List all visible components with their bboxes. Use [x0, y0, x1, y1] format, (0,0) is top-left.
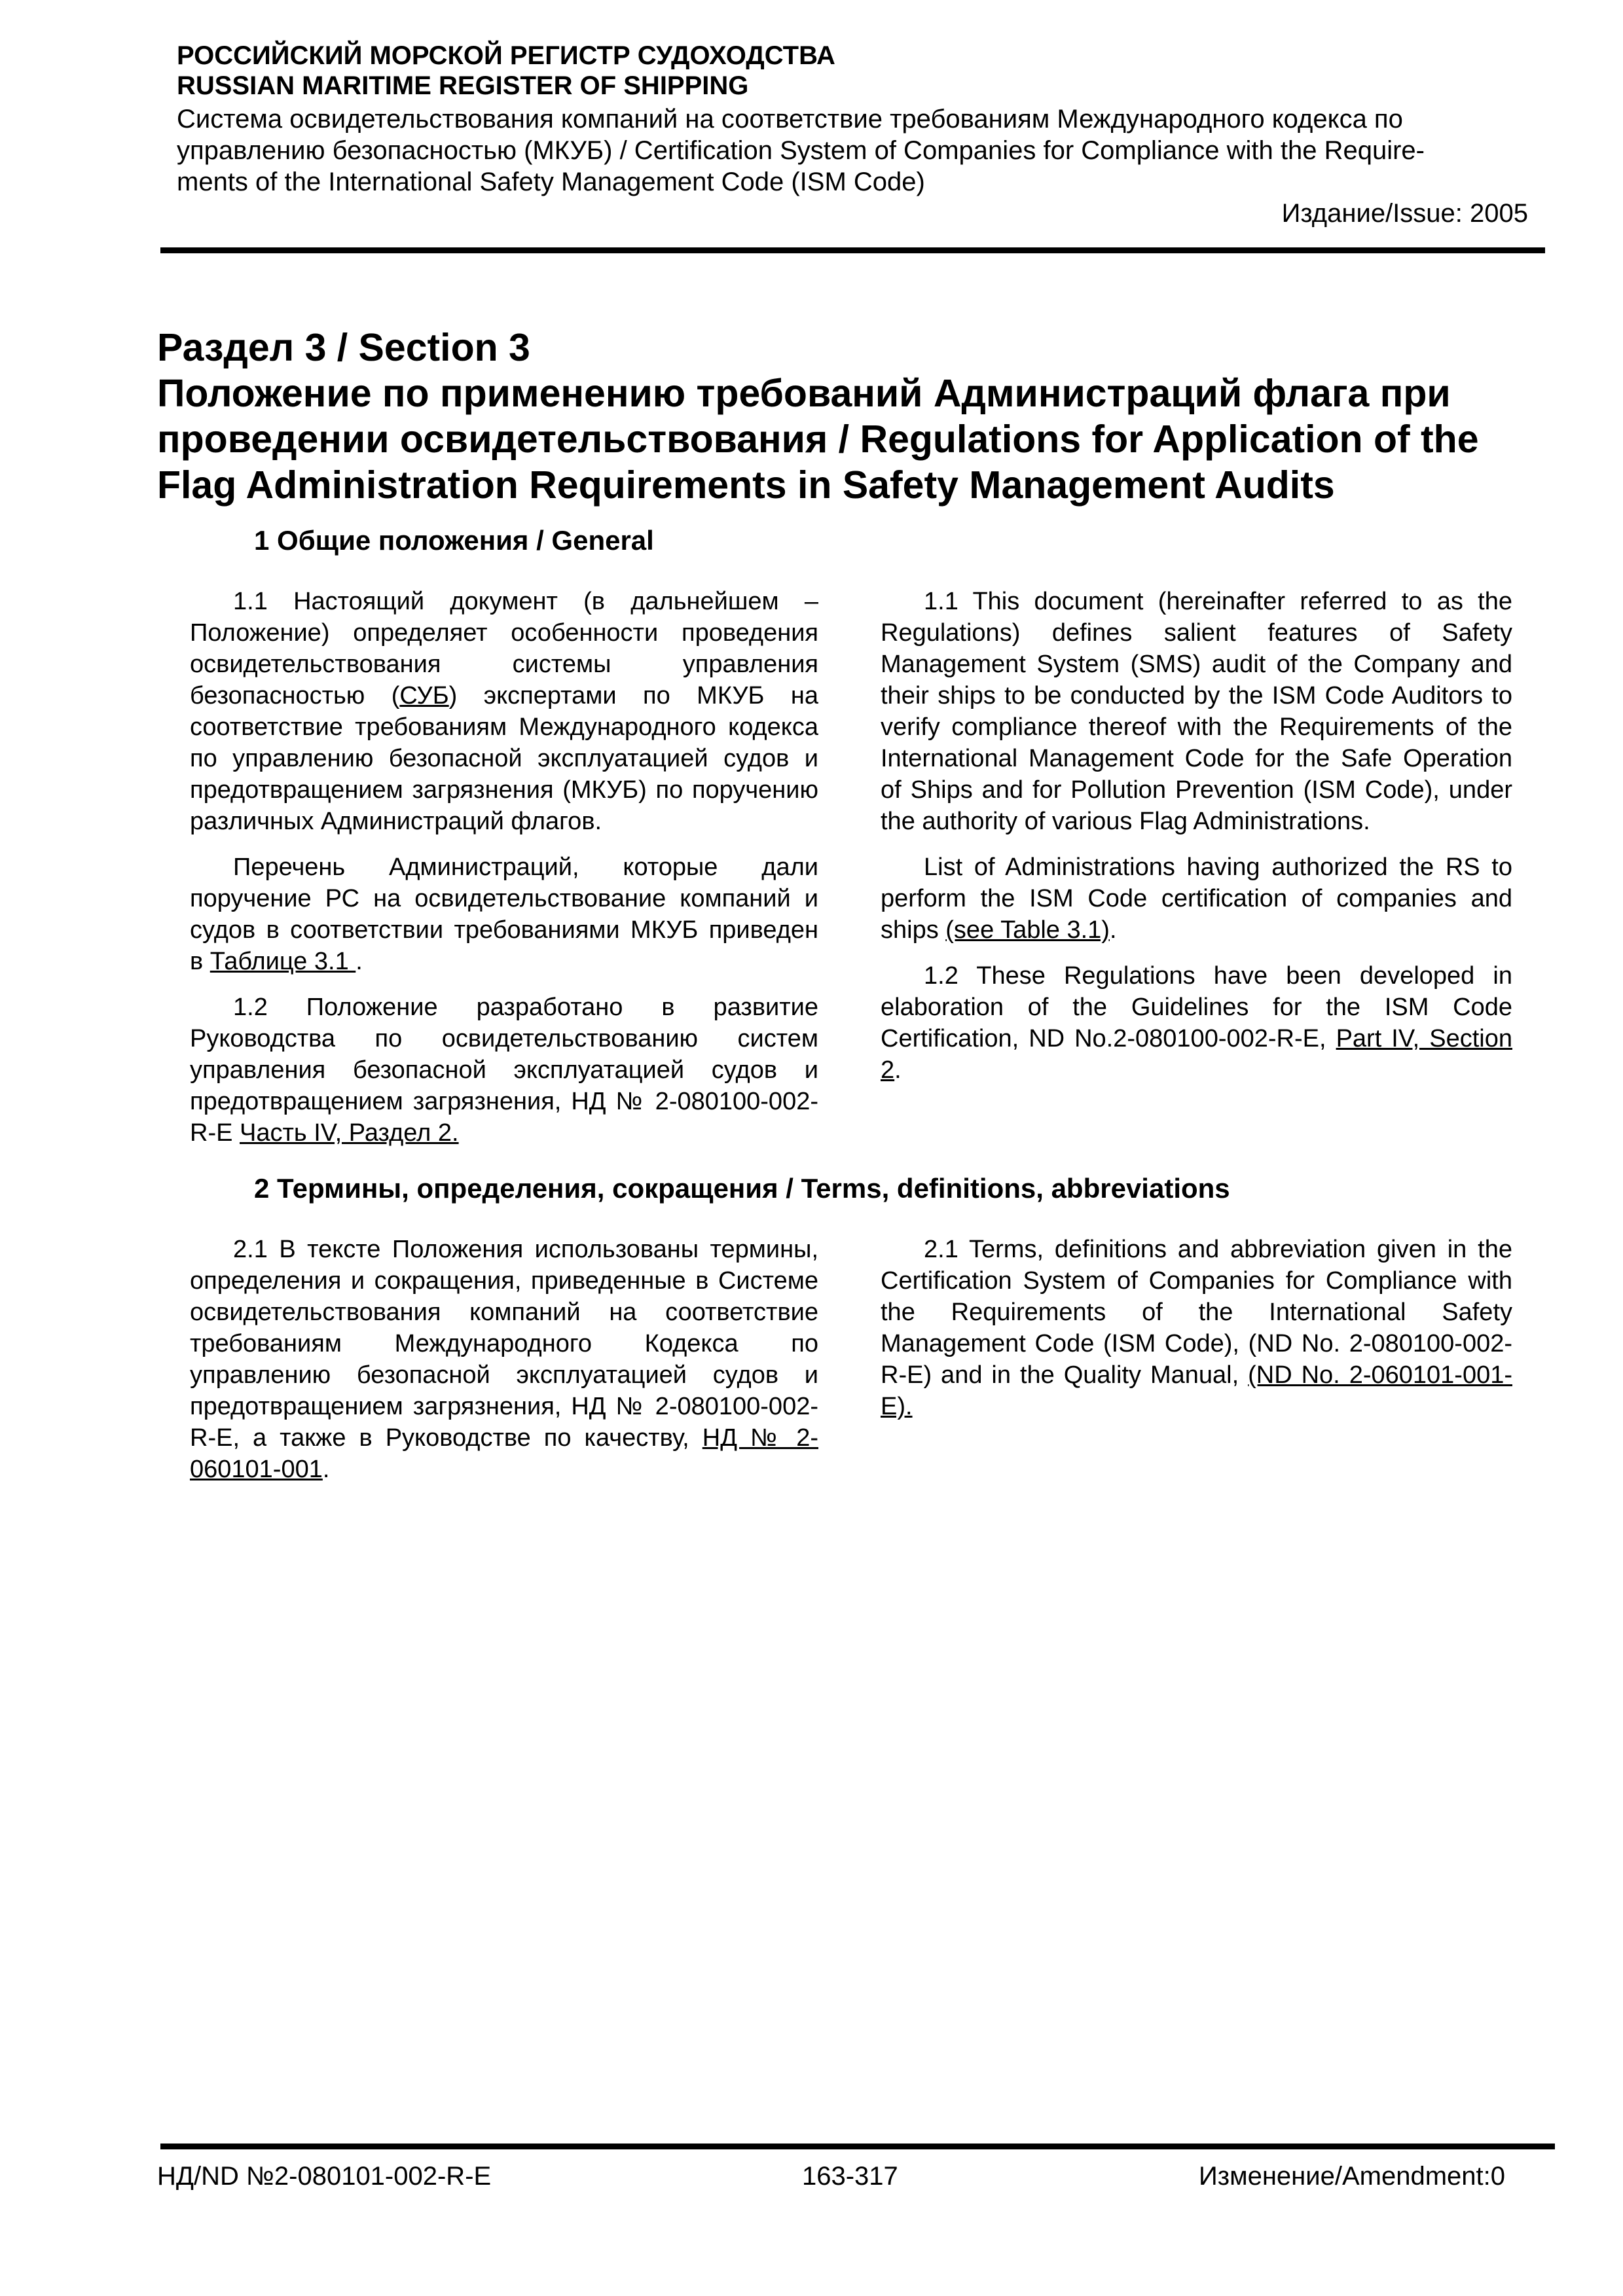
issue-label: Издание/Issue: 2005 [1281, 199, 1528, 228]
org-name-en: RUSSIAN MARITIME REGISTER OF SHIPPING [177, 71, 749, 100]
text-run: List of Administrations having authorized the RS to perform the ISM Code certification of companies and ships [881, 853, 1512, 944]
header-rule [160, 247, 1545, 253]
quality-manual-ru-link[interactable]: НД № 2-060101-001 [190, 1424, 818, 1483]
text-run: . [322, 1456, 330, 1483]
text-run: . [1109, 916, 1117, 944]
part2-ru-column [190, 1234, 818, 1485]
part-iv-en-link[interactable]: Part IV, Section 2 [881, 1025, 1513, 1084]
part1-en-para-2 [881, 852, 1512, 946]
table-3-1-en-link[interactable]: (see Table 3.1) [945, 916, 1110, 944]
part1-ru-para-2 [190, 852, 818, 977]
part1-ru-para-3 [190, 992, 818, 1149]
part2-heading: 2 Термины, определения, сокращения / Terms, definitions, abbreviations [254, 1173, 1230, 1204]
footer-amendment: Изменение/Amendment:0 [1199, 2162, 1505, 2191]
text-run: Перечень Администраций, которые дали поручение РС на освидетельствование компаний и судов в соответствии требованиями МКУБ приведен в [190, 853, 818, 975]
text-run: . [894, 1056, 902, 1084]
text-run: 2.1 Terms, definitions and abbreviation given in the Certification System of Companies for Compliance with the Requirements of the International Safety Management Code (ISM Code), (ND No. 2-080100-002-R-E) and in the Quality Manual, [881, 1236, 1512, 1389]
table-3-1-ru-link[interactable]: Таблице 3.1 [210, 948, 356, 975]
section-number: Раздел 3 / Section 3 [157, 326, 530, 369]
part1-en-column [881, 586, 1512, 1086]
doc-title-line-1: Система освидетельствования компаний на соответствие требованиям Международного кодекса по [177, 105, 1403, 134]
text-run: . [356, 948, 363, 975]
text-run: 1.2 These Regulations have been developed in elaboration of the Guidelines for the ISM Code Certification, ND No.2-080100-002-R-E, [881, 962, 1512, 1052]
footer-rule [160, 2144, 1555, 2149]
text-run: 1.2 Положение разработано в развитие Руководства по освидетельствованию систем управления безопасной эксплуатацией судов и предотвращением загрязнения, НД № 2-080100-002-R-E [190, 994, 818, 1147]
part-iv-ru-link[interactable]: Часть IV, Раздел 2. [240, 1119, 459, 1147]
part2-ru-para-1 [190, 1234, 818, 1485]
part1-heading: 1 Общие положения / General [254, 525, 654, 556]
part2-en-column [881, 1234, 1512, 1422]
section-title-line-2: проведении освидетельствования / Regulations for Application of the [157, 418, 1479, 461]
quality-manual-en-link[interactable]: (ND No. 2-060101-001-E). [881, 1361, 1512, 1420]
sms-ru-link[interactable]: СУБ [399, 682, 449, 709]
part2-en-para-1 [881, 1234, 1512, 1422]
part1-ru-para-1 [190, 586, 818, 837]
part1-en-para-1: 1.1 This document (hereinafter referred to as the Regulations) defines salient features of Safety Management System (SMS) audit of the Company and their ships to be conducted by the ISM Code Auditors to verify compliance thereof with the Requirements of the International Management Code for the Safe Operation of Ships and for Pollution Prevention (ISM Code), under the authority of various Flag Administrations. [881, 588, 1512, 835]
part1-ru-column [190, 586, 818, 1149]
text-run: 2.1 В тексте Положения использованы термины, определения и сокращения, приведенные в Системе освидетельствования компаний на соответствие требованиям Международного Кодекса по управлению безопасной эксплуатацией судов и предотвращением загрязнения, НД № 2-080100-002-R-E, а также в Руководстве по качеству, [190, 1236, 818, 1452]
text-run: ) экспертами по МКУБ на соответствие требованиям Международного кодекса по управлению безопасной эксплуатацией судов и предотвращением загрязнения (МКУБ) по поручению различных Администраций флагов. [190, 682, 818, 835]
text-run: 1.1 Настоящий документ (в дальнейшем – Положение) определяет особенности проведения освидетельствования системы управления безопасностью ( [190, 588, 818, 709]
section-title-line-3: Flag Administration Requirements in Safety Management Audits [157, 463, 1335, 507]
doc-title-line-2: управлению безопасностью (МКУБ) / Certification System of Companies for Compliance with the Require- [177, 136, 1425, 165]
org-name-ru: РОССИЙСКИЙ МОРСКОЙ РЕГИСТР СУДОХОДСТВА [177, 41, 835, 70]
part1-en-para-3 [881, 960, 1512, 1086]
footer-doc-number: НД/ND №2-080101-002-R-E [157, 2162, 492, 2191]
doc-title-line-3: ments of the International Safety Management Code (ISM Code) [177, 168, 925, 196]
section-title-line-1: Положение по применению требований Администраций флага при [157, 372, 1451, 415]
page-number: 163-317 [802, 2162, 898, 2191]
